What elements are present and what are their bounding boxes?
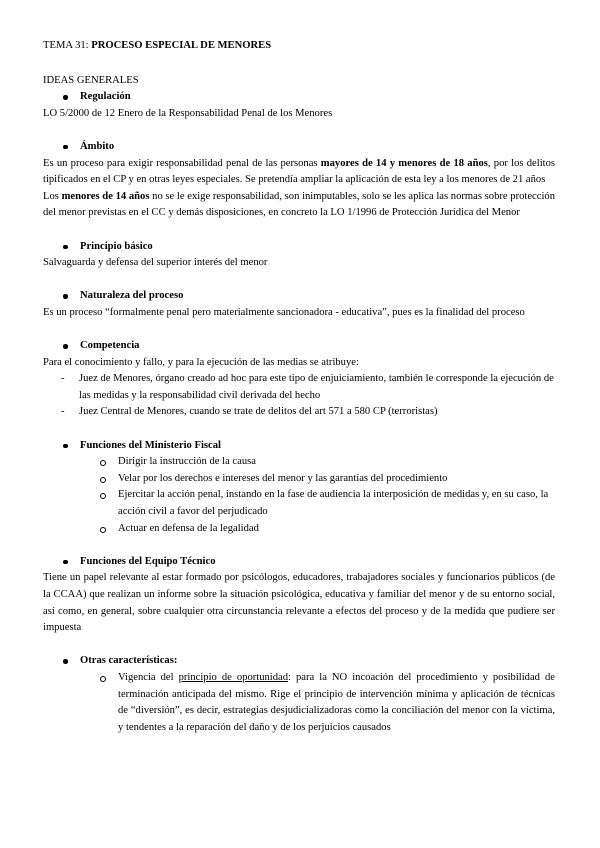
regulacion-text: LO 5/2000 de 12 Enero de la Responsabilidad Penal de los Menores bbox=[43, 107, 333, 119]
principio-oportunidad: principio de oportunidad bbox=[178, 671, 289, 683]
naturaleza-text: Es un proceso “formalmente penal pero materialmente sancionadora - educativa”, pues es la finalidad del proceso bbox=[43, 306, 525, 318]
heading-equipo-tecnico: Funciones del Equipo Técnico bbox=[43, 554, 555, 571]
heading-regulacion: Regulación bbox=[43, 89, 555, 106]
fiscal-item: Dirigir la instrucción de la causa bbox=[43, 454, 555, 471]
heading-ministerio-fiscal: Funciones del Ministerio Fiscal bbox=[43, 438, 555, 455]
document-page bbox=[43, 38, 555, 736]
document-title bbox=[43, 38, 555, 55]
dash-bullet: - bbox=[61, 406, 65, 418]
title-main: PROCESO ESPECIAL DE MENORES bbox=[91, 40, 272, 51]
title-prefix: TEMA 31: bbox=[43, 40, 92, 51]
ambito-paragraph-1: Es un proceso para exigir responsabilidad penal de las personas mayores de 14 y menores de 18 años, por los delitos tipificados en el CP y en otras leyes especiales. Se pretendía ampliar la aplicación de esta ley a los menores de 21 años bbox=[43, 157, 556, 186]
ambito-under-14: menores de 14 años bbox=[61, 190, 150, 202]
dash-bullet: - bbox=[61, 373, 65, 385]
fiscal-item: Velar por los derechos e intereses del menor y las garantías del procedimiento bbox=[43, 471, 555, 488]
competencia-intro: Para el conocimiento y fallo, y para la ejecución de las medias se atribuye: bbox=[43, 356, 359, 368]
equipo-text: Tiene un papel relevante al estar formado por psicólogos, educadores, trabajadores sociales y funcionarios públicos (de la CCAA) que realizan un informe sobre la situación psicológica, educativa y familiar del menor y de su entorno social, así como, en general, sobre cualquier otra circunstancia relevante a efectos del proceso y de la medida que pudiere ser impuesta bbox=[43, 572, 555, 634]
heading-competencia: Competencia bbox=[43, 338, 555, 355]
ambito-paragraph-2: Los menores de 14 años no se le exige responsabilidad, son inimputables, solo se les aplica las normas sobre protección del menor previstas en el CC y demás disposiciones, en concreto la LO 1/1996 de Protección Jurídica del Menor bbox=[43, 190, 556, 219]
otras-item: Vigencia del principio de oportunidad: para la NO incoación del procedimiento y posibilidad de terminación anticipada del mismo. Rige el principio de intervención mínima y aplicación de técnicas de “diversión”, es decir, estrategias desjudicializadoras como la conciliación del menor con la víctima, y tendentes a la reparación del daño y de los perjuicios causados bbox=[43, 670, 555, 736]
fiscal-item: Actuar en defensa de la legalidad bbox=[43, 521, 555, 538]
heading-ambito: Ámbito bbox=[43, 139, 555, 156]
competencia-item: - Juez de Menores, órgano creado ad hoc para este tipo de enjuiciamiento, también le corresponde la ejecución de las medidas y la responsabilidad civil derivada del hecho bbox=[61, 373, 554, 401]
fiscal-item: Ejercitar la acción penal, instando en la fase de audiencia la interposición de medidas y, en su caso, la acción civil a favor del perjudicado bbox=[43, 487, 555, 520]
competencia-item: - Juez Central de Menores, cuando se trate de delitos del art 571 a 580 CP (terroristas) bbox=[43, 404, 555, 421]
principio-text: Salvaguarda y defensa del superior interés del menor bbox=[43, 257, 268, 269]
ambito-age-range: mayores de 14 y menores de 18 años bbox=[320, 157, 488, 169]
heading-principio-basico: Principio básico bbox=[43, 239, 555, 256]
heading-naturaleza: Naturaleza del proceso bbox=[43, 288, 555, 305]
heading-otras-caracteristicas: Otras características: bbox=[43, 653, 555, 670]
section-ideas-generales: IDEAS GENERALES bbox=[43, 74, 139, 86]
